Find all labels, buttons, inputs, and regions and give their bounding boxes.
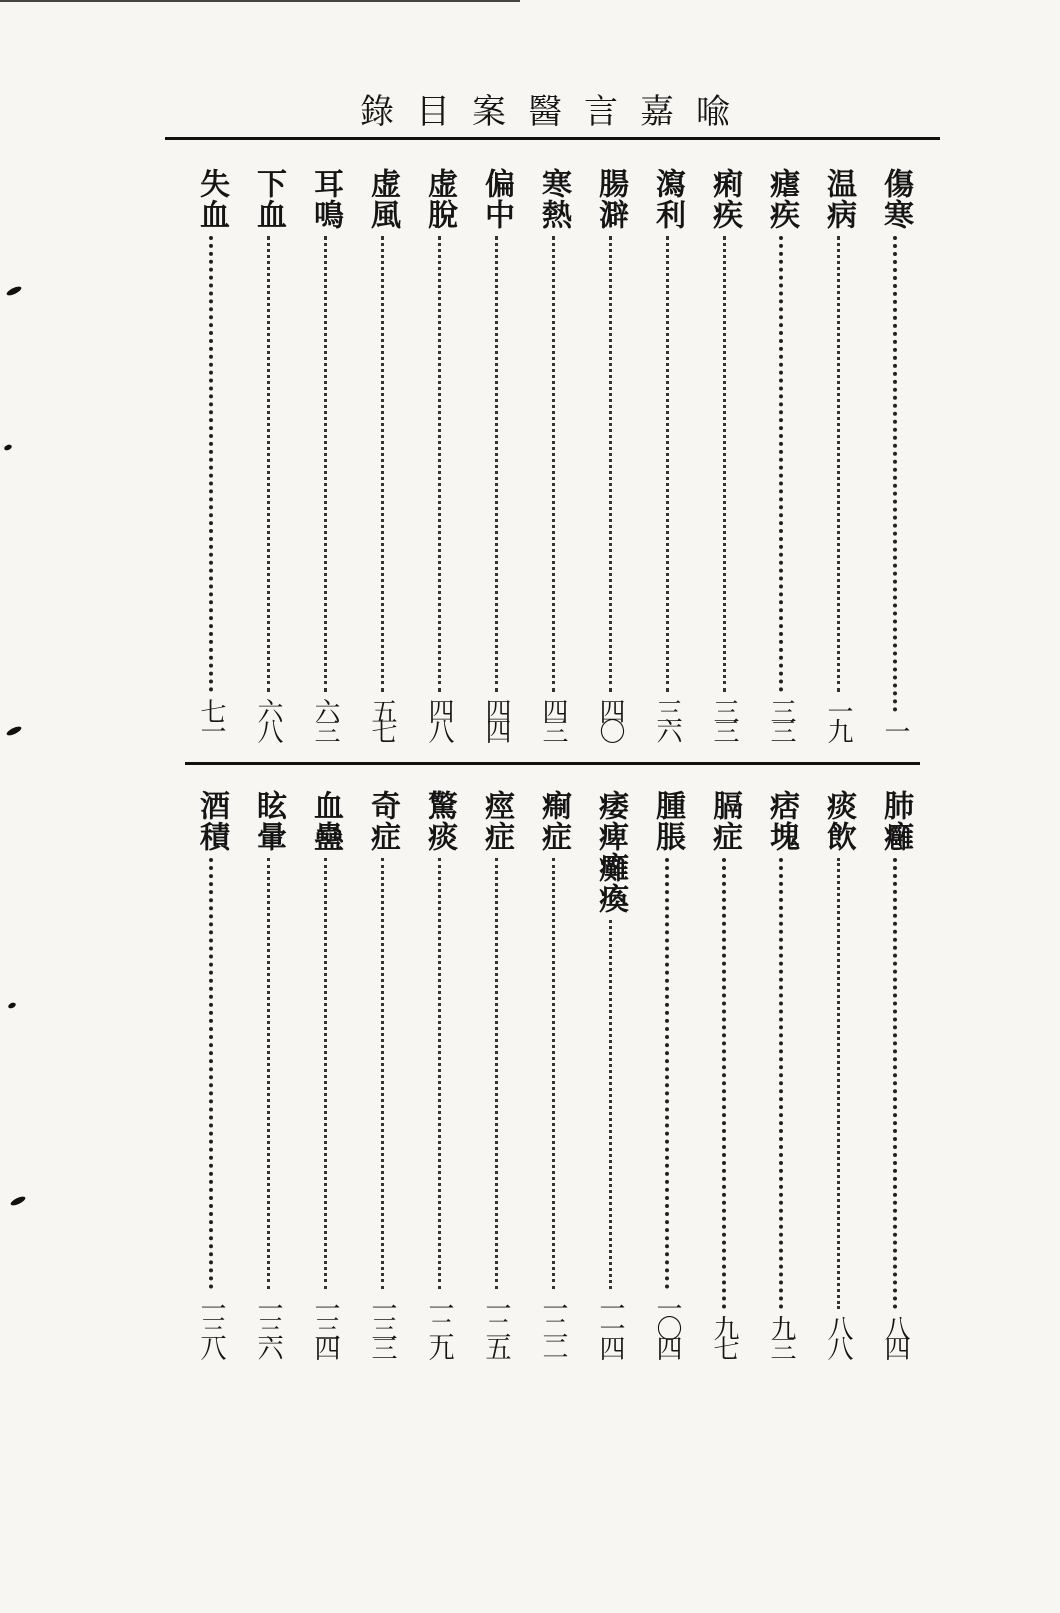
dot-leader: [438, 858, 441, 1289]
entry-title: 酒積: [194, 790, 229, 852]
toc-entry[interactable]: [873, 168, 917, 738]
entry-title: 奇症: [365, 790, 400, 852]
entry-title: 瘧疾: [764, 168, 799, 230]
entry-page: 一: [880, 718, 910, 738]
toc-entry[interactable]: [303, 168, 347, 738]
entry-page: 一三八: [196, 1295, 226, 1355]
entry-title: 瀉利: [650, 168, 685, 230]
entry-title: 虚脫: [422, 168, 457, 230]
entry-title: 偏中: [479, 168, 514, 230]
entry-page: 八四: [880, 1315, 910, 1355]
dot-leader: [779, 858, 783, 1309]
title-char: 目: [416, 92, 450, 132]
dot-leader: [837, 858, 840, 1309]
dot-leader: [666, 236, 669, 692]
toc-entry[interactable]: [816, 168, 860, 738]
toc-entry[interactable]: [702, 168, 746, 738]
title-char: 喩: [696, 92, 730, 132]
dot-leader: [893, 236, 897, 712]
toc-entry[interactable]: [759, 168, 803, 738]
entry-title: 痢疾: [707, 168, 742, 230]
dot-leader: [552, 858, 555, 1289]
toc-entry[interactable]: [189, 168, 233, 738]
entry-page: 一三三: [367, 1295, 397, 1355]
dot-leader: [495, 858, 498, 1289]
entry-title: 傷寒: [878, 168, 913, 230]
toc-entry[interactable]: [702, 790, 746, 1355]
dot-leader: [381, 236, 384, 692]
entry-page: 四〇: [595, 698, 625, 738]
entry-title: 痞塊: [764, 790, 799, 852]
dot-leader: [665, 858, 669, 1289]
toc-entry[interactable]: [360, 168, 404, 738]
toc-entry[interactable]: [531, 168, 575, 738]
page-title: [360, 92, 730, 132]
dot-leader: [552, 236, 555, 692]
ink-blot: [9, 1195, 26, 1207]
entry-page: 三三: [766, 698, 796, 738]
toc-entry[interactable]: [645, 790, 689, 1355]
toc-entry[interactable]: [645, 168, 689, 738]
toc-entry[interactable]: [873, 790, 917, 1355]
entry-title: 失血: [194, 168, 229, 230]
dot-leader: [723, 236, 726, 692]
dot-leader: [381, 858, 384, 1289]
title-char: 醫: [528, 92, 562, 132]
entry-page: 一〇四: [652, 1295, 682, 1355]
title-char: 嘉: [640, 92, 674, 132]
toc-entry[interactable]: [474, 790, 518, 1355]
toc-entry[interactable]: [189, 790, 233, 1355]
toc-entry[interactable]: [588, 168, 632, 738]
toc-entry[interactable]: [360, 790, 404, 1355]
ink-blot: [5, 725, 22, 737]
entry-title: 眩暈: [251, 790, 286, 852]
dot-leader: [324, 858, 327, 1289]
dot-leader: [779, 236, 783, 692]
toc-entry[interactable]: [474, 168, 518, 738]
toc-entry[interactable]: [246, 790, 290, 1355]
entry-page: 一二二: [538, 1295, 568, 1355]
entry-title: 腫脹: [650, 790, 685, 852]
dot-leader: [722, 858, 726, 1309]
entry-page: 三六: [652, 698, 682, 738]
entry-title: 寒熱: [536, 168, 571, 230]
dot-leader: [324, 236, 327, 692]
entry-page: 一三四: [310, 1295, 340, 1355]
header-rule: [165, 137, 940, 140]
entry-title: 腸澼: [593, 168, 628, 230]
entry-page: 一一四: [595, 1295, 625, 1355]
entry-title: 痿痺癱瘓: [593, 790, 628, 914]
entry-page: 七一: [196, 698, 226, 738]
entry-page: 六三: [310, 698, 340, 738]
entry-page: 一二九: [424, 1295, 454, 1355]
entry-title: 血蠱: [308, 790, 343, 852]
dot-leader: [209, 858, 213, 1289]
entry-page: 三三: [709, 698, 739, 738]
toc-entry[interactable]: [246, 168, 290, 738]
entry-page: 四八: [424, 698, 454, 738]
entry-page: 六八: [253, 698, 283, 738]
dot-leader: [438, 236, 441, 692]
entry-title: 肺癰: [878, 790, 913, 852]
toc-entry[interactable]: [531, 790, 575, 1355]
toc-entry[interactable]: [588, 790, 632, 1355]
ink-blot: [5, 285, 22, 297]
entry-title: 下血: [251, 168, 286, 230]
entry-page: 九三: [766, 1315, 796, 1355]
section-divider: [185, 762, 920, 765]
dot-leader: [267, 236, 270, 692]
toc-entry[interactable]: [759, 790, 803, 1355]
entry-title: 膈症: [707, 790, 742, 852]
toc-entry[interactable]: [417, 168, 461, 738]
dot-leader: [837, 236, 840, 692]
entry-title: 虚風: [365, 168, 400, 230]
entry-page: 一二五: [481, 1295, 511, 1355]
ink-blot: [7, 1002, 16, 1010]
dot-leader: [267, 858, 270, 1289]
entry-page: 一九: [823, 698, 853, 738]
scan-edge-line: [0, 0, 520, 2]
entry-page: 八八: [823, 1315, 853, 1355]
entry-title: 耳鳴: [308, 168, 343, 230]
dot-leader: [893, 858, 897, 1309]
title-char: 言: [584, 92, 618, 132]
entry-title: 驚痰: [422, 790, 457, 852]
entry-page: 四四: [481, 698, 511, 738]
entry-page: 一三六: [253, 1295, 283, 1355]
toc-entry[interactable]: [303, 790, 347, 1355]
dot-leader: [209, 236, 213, 692]
toc-entry[interactable]: [417, 790, 461, 1355]
entry-title: 温病: [821, 168, 856, 230]
dot-leader: [609, 236, 612, 692]
entry-title: 痙症: [479, 790, 514, 852]
dot-leader: [609, 920, 612, 1289]
entry-page: 五七: [367, 698, 397, 738]
ink-blot: [3, 444, 12, 452]
title-char: 錄: [360, 92, 394, 132]
entry-title: 痰飲: [821, 790, 856, 852]
toc-entry[interactable]: [816, 790, 860, 1355]
dot-leader: [495, 236, 498, 692]
entry-page: 九七: [709, 1315, 739, 1355]
entry-page: 四三: [538, 698, 568, 738]
entry-title: 痸症: [536, 790, 571, 852]
title-char: 案: [472, 92, 506, 132]
